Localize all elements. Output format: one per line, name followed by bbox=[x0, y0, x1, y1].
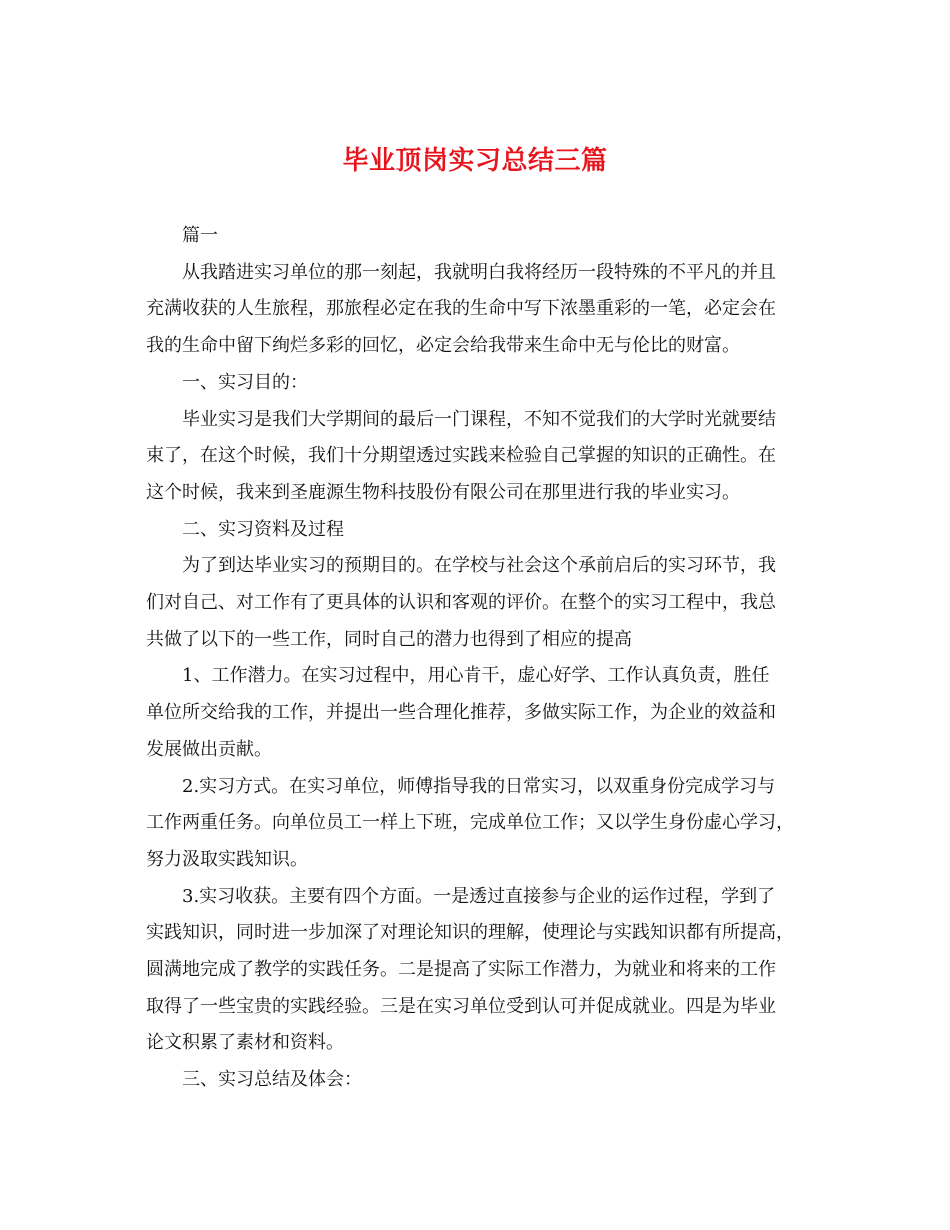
text-line: 取得了一些宝贵的实践经验。三是在实习单位受到认可并促成就业。四是为毕业 bbox=[146, 995, 776, 1017]
text-line: 实践知识，同时进一步加深了对理论知识的理解，使理论与实践知识都有所提高， bbox=[146, 922, 794, 944]
paragraph bbox=[146, 255, 802, 365]
paragraph bbox=[146, 402, 802, 512]
paragraph-heading bbox=[146, 512, 802, 549]
text-line: 圆满地完成了教学的实践任务。二是提高了实际工作潜力，为就业和将来的工作 bbox=[146, 959, 776, 981]
paragraph bbox=[146, 769, 802, 879]
text-line: 为了到达毕业实习的预期目的。在学校与社会这个承前启后的实习环节，我 bbox=[182, 555, 776, 577]
text-line: 三、实习总结及体会： bbox=[182, 1069, 362, 1091]
text-line: 充满收获的人生旅程，那旅程必定在我的生命中写下浓墨重彩的一笔，必定会在 bbox=[146, 298, 776, 320]
paragraph-section-heading bbox=[146, 218, 802, 255]
text-line: 工作两重任务。向单位员工一样上下班，完成单位工作；又以学生身份虚心学习， bbox=[146, 812, 794, 834]
text-line: 单位所交给我的工作，并提出一些合理化推荐，多做实际工作，为企业的效益和 bbox=[146, 702, 776, 724]
text-line: 这个时候，我来到圣鹿源生物科技股份有限公司在那里进行我的毕业实习。 bbox=[146, 481, 740, 503]
text-line: 一、实习目的： bbox=[182, 371, 308, 393]
text-line: 束了，在这个时候，我们十分期望透过实践来检验自己掌握的知识的正确性。在 bbox=[146, 445, 776, 467]
text-line: 1、工作潜力。在实习过程中，用心肯干，虚心好学、工作认真负责，胜任 bbox=[182, 665, 770, 687]
text-line: 共做了以下的一些工作，同时自己的潜力也得到了相应的提高 bbox=[146, 628, 632, 650]
document-title: 毕业顶岗实习总结三篇 bbox=[342, 146, 608, 176]
paragraph bbox=[146, 658, 802, 768]
text-line: 努力汲取实践知识。 bbox=[146, 848, 308, 870]
text-line: 2.实习方式。在实习单位，师傅指导我的日常实习，以双重身份完成学习与 bbox=[182, 775, 776, 797]
paragraph bbox=[146, 548, 802, 658]
text-line: 我的生命中留下绚烂多彩的回忆，必定会给我带来生命中无与伦比的财富。 bbox=[146, 335, 740, 357]
text-line: 篇一 bbox=[182, 225, 218, 246]
paragraph bbox=[146, 879, 802, 1063]
text-line: 论文积累了素材和资料。 bbox=[146, 1032, 344, 1054]
text-line: 二、实习资料及过程 bbox=[182, 518, 344, 540]
document-body bbox=[146, 218, 802, 1099]
paragraph-heading bbox=[146, 365, 802, 402]
paragraph-heading bbox=[146, 1062, 802, 1099]
text-line: 从我踏进实习单位的那一刻起，我就明白我将经历一段特殊的不平凡的并且 bbox=[182, 261, 776, 283]
text-line: 们对自己、对工作有了更具体的认识和客观的评价。在整个的实习工程中，我总 bbox=[146, 592, 776, 614]
text-line: 发展做出贡献。 bbox=[146, 738, 272, 760]
text-line: 毕业实习是我们大学期间的最后一门课程，不知不觉我们的大学时光就要结 bbox=[182, 408, 776, 430]
text-line: 3.实习收获。主要有四个方面。一是透过直接参与企业的运作过程，学到了 bbox=[182, 885, 776, 907]
